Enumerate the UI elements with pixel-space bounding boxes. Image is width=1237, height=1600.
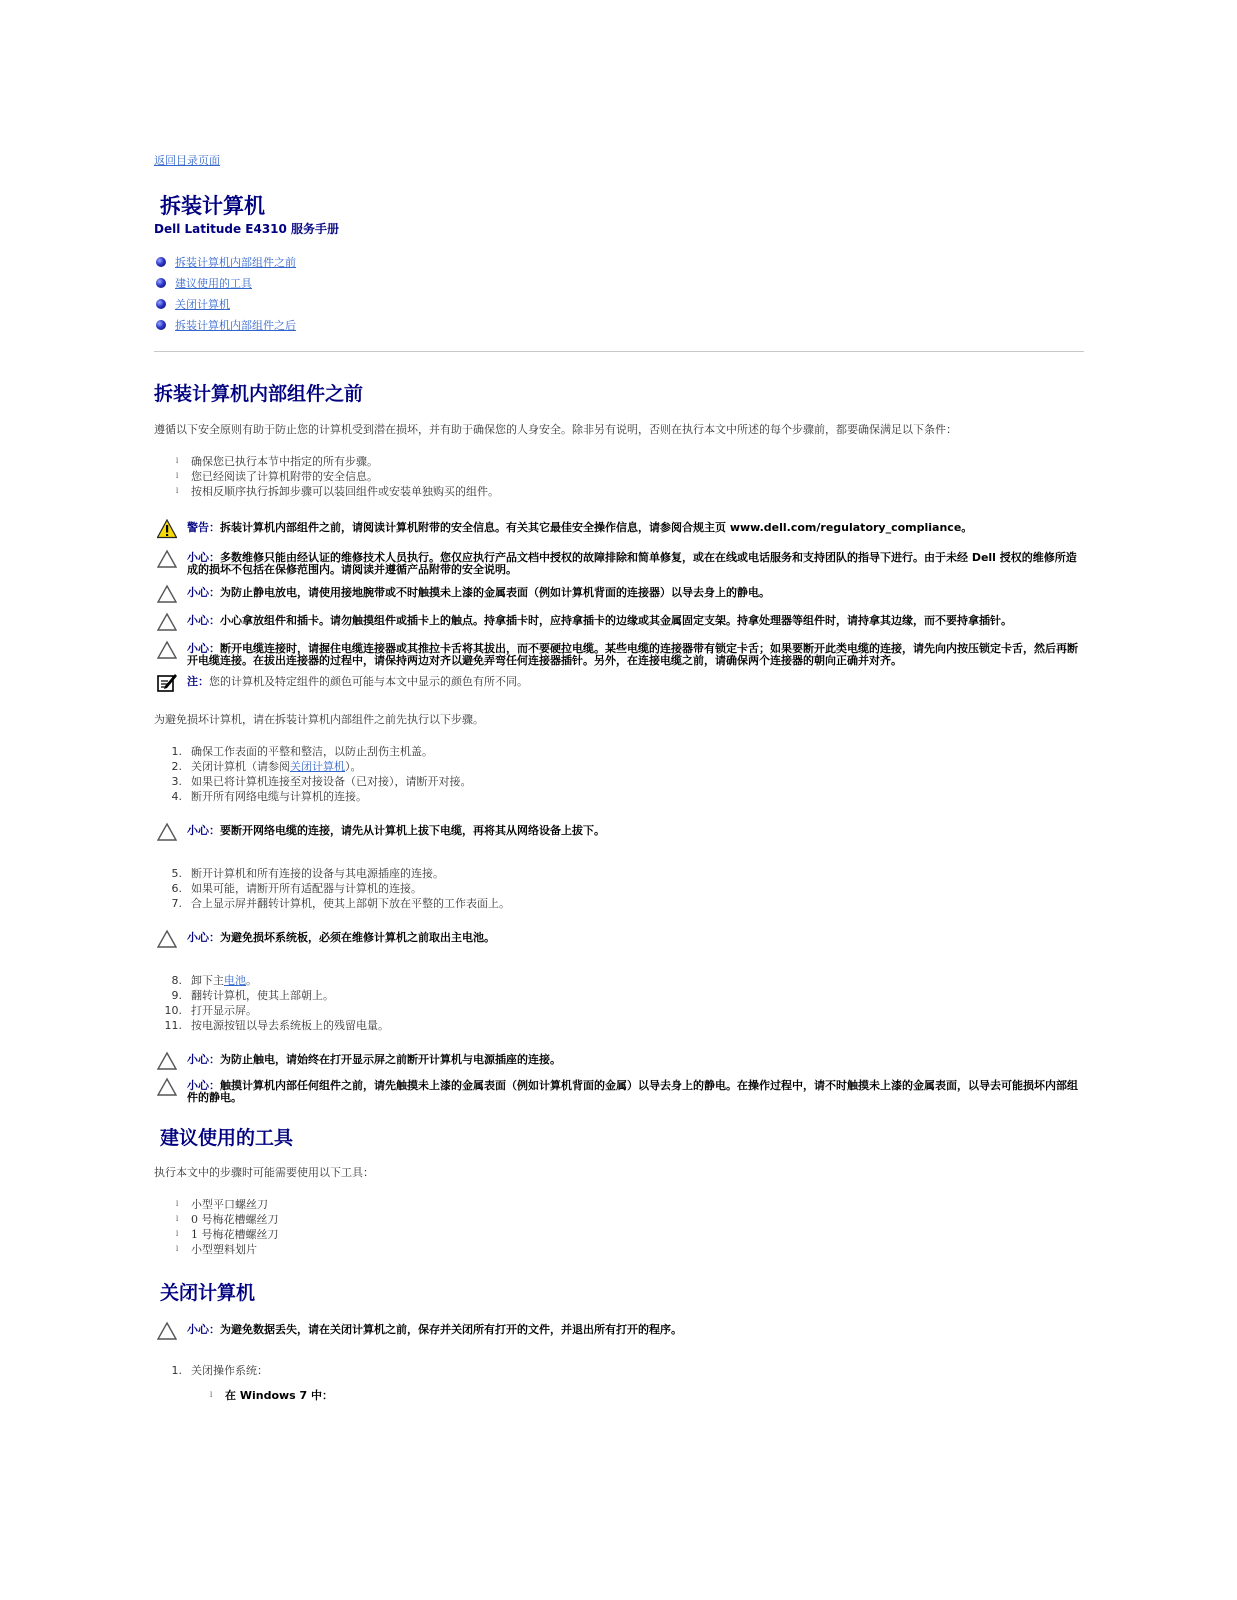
steps-list <box>154 1363 1084 1378</box>
os-list <box>154 1388 1084 1403</box>
square-bullet-icon: l <box>176 1215 179 1223</box>
step-item: 1. 关闭操作系统： <box>171 1364 268 1377</box>
conditions-list <box>154 454 1084 499</box>
bullet-icon <box>156 278 166 288</box>
list-item: l 小型平口螺丝刀 <box>176 1198 268 1211</box>
document-page <box>154 152 1084 1403</box>
section-heading-shutdown: 关闭计算机 <box>160 1282 256 1304</box>
tools-list <box>154 1197 1084 1257</box>
step-item: 10. 打开显示屏。 <box>164 1004 257 1017</box>
list-item: l 小型塑料划片 <box>176 1243 257 1256</box>
list-item: l 1 号梅花槽螺丝刀 <box>176 1228 279 1241</box>
bullet-icon <box>156 299 166 309</box>
manual-subtitle: Dell Latitude E4310 服务手册 <box>154 222 340 236</box>
list-item: l 您已经阅读了计算机附带的安全信息。 <box>176 470 378 483</box>
steps-list <box>154 744 1084 804</box>
divider <box>154 351 1084 352</box>
step-item: 4. 断开所有网络电缆与计算机的连接。 <box>171 790 367 803</box>
warning-notice: 警告：拆装计算机内部组件之前，请阅读计算机附带的安全信息。有关其它最佳安全操作信息，请参阅合规主页 www.dell.com/regulatory_compliance。 <box>154 519 1084 539</box>
shutdown-link[interactable]: 关闭计算机 <box>290 760 345 773</box>
caution-notice: 小心：为防止触电，请始终在打开显示屏之前断开计算机与电源插座的连接。 <box>154 1051 1084 1071</box>
step-item: 7. 合上显示屏并翻转计算机，使其上部朝下放在平整的工作表面上。 <box>171 897 510 910</box>
square-bullet-icon: l <box>176 1230 179 1238</box>
step-item: 6. 如果可能，请断开所有适配器与计算机的连接。 <box>171 882 422 895</box>
page-title: 拆装计算机 <box>160 194 265 218</box>
pencil-note-icon <box>157 673 177 693</box>
step-item: 1. 确保工作表面的平整和整洁，以防止刮伤主机盖。 <box>171 745 433 758</box>
list-item: l 在 Windows 7 中： <box>210 1389 334 1402</box>
caution-notice: 小心：断开电缆连接时，请握住电缆连接器或其推拉卡舌将其拔出，而不要硬拉电缆。某些电缆的连接器带有锁定卡舌；如果要断开此类电缆的连接，请先向内按压锁定卡舌，然后再断开电缆连接。在拔出连接器的过程中，请保持两边对齐以避免弄弯任何连接器插针。另外，在连接电缆之前，请确保两个连接器的朝向正确并对齐。 <box>154 640 1084 667</box>
caution-triangle-icon <box>157 822 177 842</box>
square-bullet-icon: l <box>176 457 179 465</box>
caution-triangle-icon <box>157 1077 177 1097</box>
toc-link-shutdown[interactable]: 关闭计算机 <box>175 297 230 311</box>
warning-triangle-icon <box>157 519 177 539</box>
section-heading-before-working: 拆装计算机内部组件之前 <box>154 383 364 405</box>
steps-intro: 为避免损坏计算机，请在拆装计算机内部组件之前先执行以下步骤。 <box>154 713 484 726</box>
toc-link-before-working[interactable]: 拆装计算机内部组件之前 <box>175 255 296 269</box>
square-bullet-icon: l <box>210 1391 213 1399</box>
step-item: 8. 卸下主电池。 <box>171 974 257 987</box>
step-item: 3. 如果已将计算机连接至对接设备（已对接），请断开对接。 <box>171 775 472 788</box>
step-item: 9. 翻转计算机，使其上部朝上。 <box>171 989 334 1002</box>
square-bullet-icon: l <box>176 472 179 480</box>
caution-notice: 小心：小心拿放组件和插卡。请勿触摸组件或插卡上的触点。持拿插卡时，应持拿插卡的边缘或其金属固定支架。持拿处理器等组件时，请持拿其边缘，而不要持拿插针。 <box>154 612 1084 632</box>
bullet-icon <box>156 257 166 267</box>
caution-notice: 小心：要断开网络电缆的连接，请先从计算机上拔下电缆，再将其从网络设备上拔下。 <box>154 822 1084 842</box>
caution-triangle-icon <box>157 1321 177 1341</box>
step-item: 2. 关闭计算机（请参阅关闭计算机）。 <box>171 760 362 773</box>
caution-notice: 小心：为防止静电放电，请使用接地腕带或不时触摸未上漆的金属表面（例如计算机背面的连接器）以导去身上的静电。 <box>154 584 1084 604</box>
caution-triangle-icon <box>157 929 177 949</box>
square-bullet-icon: l <box>176 1200 179 1208</box>
toc-item <box>154 251 1084 272</box>
battery-link[interactable]: 电池 <box>224 974 246 987</box>
list-item: l 0 号梅花槽螺丝刀 <box>176 1213 279 1226</box>
table-of-contents <box>154 251 1084 335</box>
caution-notice: 小心：为避免数据丢失，请在关闭计算机之前，保存并关闭所有打开的文件，并退出所有打开的程序。 <box>154 1321 1084 1341</box>
note-notice: 注：您的计算机及特定组件的颜色可能与本文中显示的颜色有所不同。 <box>154 673 1084 693</box>
toc-item <box>154 272 1084 293</box>
back-to-contents-link[interactable]: 返回目录页面 <box>154 154 220 167</box>
caution-notice: 小心：多数维修只能由经认证的维修技术人员执行。您仅应执行产品文档中授权的故障排除和简单修复，或在在线或电话服务和支持团队的指导下进行。由于未经 Dell 授权的维修所造成的损坏不包括在保修范围内。请阅读并遵循产品附带的安全说明。 <box>154 549 1084 576</box>
steps-list <box>154 973 1084 1033</box>
caution-notice: 小心：为避免损坏系统板，必须在维修计算机之前取出主电池。 <box>154 929 1084 949</box>
caution-triangle-icon <box>157 1051 177 1071</box>
step-item: 5. 断开计算机和所有连接的设备与其电源插座的连接。 <box>171 867 444 880</box>
square-bullet-icon: l <box>176 487 179 495</box>
toc-link-after-working[interactable]: 拆装计算机内部组件之后 <box>175 318 296 332</box>
steps-list <box>154 866 1084 911</box>
section-heading-tools: 建议使用的工具 <box>160 1127 294 1149</box>
caution-triangle-icon <box>157 640 177 660</box>
list-item: l 确保您已执行本节中指定的所有步骤。 <box>176 455 378 468</box>
caution-triangle-icon <box>157 612 177 632</box>
caution-notice: 小心：触摸计算机内部任何组件之前，请先触摸未上漆的金属表面（例如计算机背面的金属）以导去身上的静电。在操作过程中，请不时触摸未上漆的金属表面，以导去可能损坏内部组件的静电。 <box>154 1077 1084 1104</box>
tools-intro: 执行本文中的步骤时可能需要使用以下工具： <box>154 1166 374 1179</box>
toc-item <box>154 314 1084 335</box>
caution-triangle-icon <box>157 584 177 604</box>
section-intro: 遵循以下安全原则有助于防止您的计算机受到潜在损坏，并有助于确保您的人身安全。除非另有说明，否则在执行本文中所述的每个步骤前，都要确保满足以下条件： <box>154 423 957 436</box>
step-item: 11. 按电源按钮以导去系统板上的残留电量。 <box>164 1019 389 1032</box>
toc-link-tools[interactable]: 建议使用的工具 <box>175 276 252 290</box>
list-item: l 按相反顺序执行拆卸步骤可以装回组件或安装单独购买的组件。 <box>176 485 499 498</box>
square-bullet-icon: l <box>176 1245 179 1253</box>
bullet-icon <box>156 320 166 330</box>
toc-item <box>154 293 1084 314</box>
caution-triangle-icon <box>157 549 177 569</box>
